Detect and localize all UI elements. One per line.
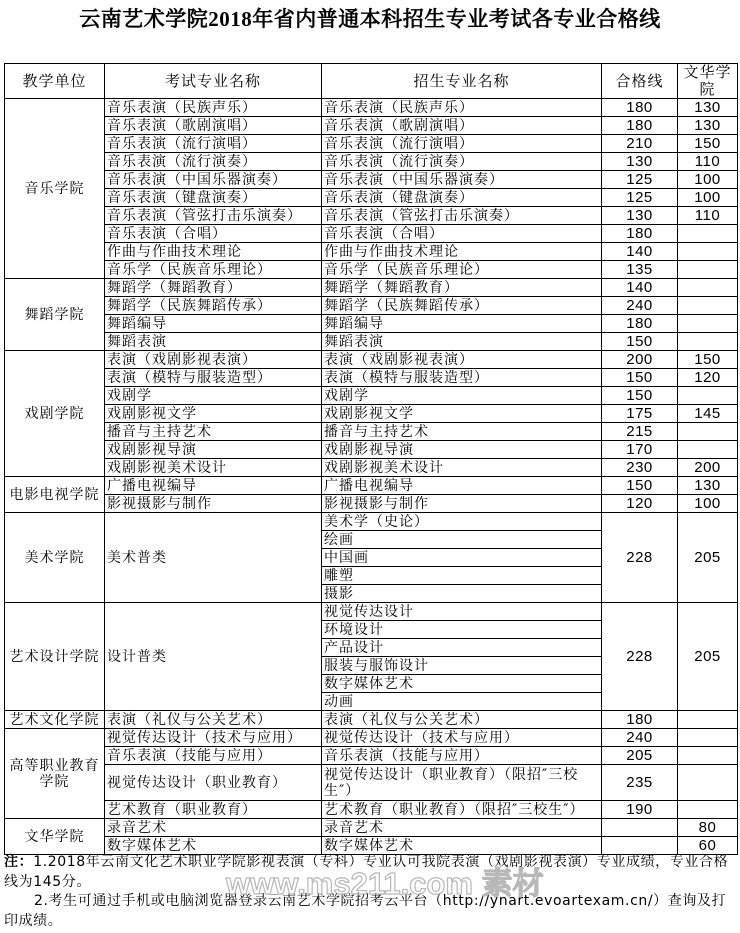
passing-score-cell: 240 xyxy=(602,729,678,747)
unit-cell: 音乐学院 xyxy=(5,99,105,279)
exam-major-cell: 音乐学（民族音乐理论） xyxy=(105,261,322,279)
exam-major-cell: 舞蹈学（民族舞蹈传承） xyxy=(105,297,322,315)
wenhua-score-cell: 130 xyxy=(678,99,738,117)
wenhua-score-cell xyxy=(678,243,738,261)
enroll-major-cell: 产品设计 xyxy=(322,639,602,657)
wenhua-score-cell: 80 xyxy=(678,819,738,837)
exam-major-cell: 戏剧影视导演 xyxy=(105,441,322,459)
exam-major-cell: 舞蹈编导 xyxy=(105,315,322,333)
exam-major-cell: 表演（戏剧影视表演） xyxy=(105,351,322,369)
enroll-major-cell: 视觉传达设计 xyxy=(322,603,602,621)
enroll-major-cell: 音乐表演（合唱） xyxy=(322,225,602,243)
passing-score-cell: 120 xyxy=(602,495,678,513)
enroll-major-cell: 视觉传达设计（职业教育）（限招″三校生″） xyxy=(322,765,602,801)
table-row xyxy=(5,729,738,747)
wenhua-score-cell: 100 xyxy=(678,171,738,189)
table-row xyxy=(5,513,738,531)
passing-score-cell: 180 xyxy=(602,99,678,117)
exam-major-cell: 舞蹈表演 xyxy=(105,333,322,351)
header-wenhua-score: 文华学院 xyxy=(678,64,738,99)
exam-major-cell: 音乐表演（键盘演奏） xyxy=(105,189,322,207)
exam-major-cell: 戏剧影视美术设计 xyxy=(105,459,322,477)
page-title: 云南艺术学院2018年省内普通本科招生专业考试各专业合格线 xyxy=(79,7,661,31)
wenhua-score-cell xyxy=(678,801,738,819)
table-row xyxy=(5,477,738,495)
table-row xyxy=(5,801,738,819)
enroll-major-cell: 戏剧学 xyxy=(322,387,602,405)
wenhua-score-cell: 205 xyxy=(678,603,738,711)
enroll-major-cell: 动画 xyxy=(322,693,602,711)
table-row xyxy=(5,351,738,369)
enroll-major-cell: 音乐表演（管弦打击乐演奏） xyxy=(322,207,602,225)
passing-score-cell: 205 xyxy=(602,747,678,765)
header-unit: 教学单位 xyxy=(5,64,105,99)
unit-cell: 艺术文化学院 xyxy=(5,711,105,729)
note-item xyxy=(4,892,739,931)
enroll-major-cell: 音乐表演（流行演唱） xyxy=(322,135,602,153)
passing-score-cell: 170 xyxy=(602,441,678,459)
header-enroll-major: 招生专业名称 xyxy=(322,64,602,99)
wenhua-score-cell xyxy=(678,315,738,333)
table-row xyxy=(5,243,738,261)
passing-score-cell: 140 xyxy=(602,279,678,297)
wenhua-score-cell: 120 xyxy=(678,369,738,387)
enroll-major-cell: 雕塑 xyxy=(322,567,602,585)
passing-score-cell: 130 xyxy=(602,153,678,171)
passing-score-cell: 150 xyxy=(602,477,678,495)
wenhua-score-cell: 205 xyxy=(678,513,738,603)
wenhua-score-cell: 130 xyxy=(678,477,738,495)
exam-major-cell: 表演（模特与服装造型） xyxy=(105,369,322,387)
passing-score-cell: 130 xyxy=(602,207,678,225)
exam-major-cell: 戏剧学 xyxy=(105,387,322,405)
enroll-major-cell: 表演（戏剧影视表演） xyxy=(322,351,602,369)
exam-major-cell: 音乐表演（民族声乐） xyxy=(105,99,322,117)
wenhua-score-cell xyxy=(678,729,738,747)
note-text: 1.2018年云南文化艺术职业学院影视表演（专科）专业认可我院表演（戏剧影视表演）专业成绩，专业合格线为145分。 xyxy=(4,854,729,890)
exam-major-cell: 音乐表演（合唱） xyxy=(105,225,322,243)
passing-score-cell: 180 xyxy=(602,225,678,243)
exam-major-cell: 舞蹈学（舞蹈教育） xyxy=(105,279,322,297)
passing-score-cell: 125 xyxy=(602,189,678,207)
exam-major-cell: 音乐表演（流行演奏） xyxy=(105,153,322,171)
passing-score-cell: 150 xyxy=(602,369,678,387)
passing-score-cell: 180 xyxy=(602,117,678,135)
table-row xyxy=(5,189,738,207)
unit-cell: 高等职业教育学院 xyxy=(5,729,105,819)
exam-major-cell: 录音艺术 xyxy=(105,819,322,837)
table-row xyxy=(5,315,738,333)
table-row xyxy=(5,135,738,153)
wenhua-score-cell: 100 xyxy=(678,495,738,513)
exam-major-cell: 视觉传达设计（职业教育） xyxy=(105,765,322,801)
exam-major-cell: 广播电视编导 xyxy=(105,477,322,495)
passing-score-cell: 135 xyxy=(602,261,678,279)
score-table xyxy=(4,63,738,855)
table-row xyxy=(5,819,738,837)
exam-major-cell: 视觉传达设计（技术与应用） xyxy=(105,729,322,747)
passing-score-cell xyxy=(602,819,678,837)
unit-cell: 电影电视学院 xyxy=(5,477,105,513)
exam-major-cell: 艺术教育（职业教育） xyxy=(105,801,322,819)
enroll-major-cell: 广播电视编导 xyxy=(322,477,602,495)
table-row xyxy=(5,297,738,315)
table-row xyxy=(5,387,738,405)
header-passing-score: 合格线 xyxy=(602,64,678,99)
exam-major-cell: 音乐表演（管弦打击乐演奏） xyxy=(105,207,322,225)
unit-cell: 美术学院 xyxy=(5,513,105,603)
table-row xyxy=(5,333,738,351)
table-header xyxy=(5,64,738,99)
enroll-major-cell: 环境设计 xyxy=(322,621,602,639)
exam-major-cell: 音乐表演（歌剧演唱） xyxy=(105,117,322,135)
unit-cell: 戏剧学院 xyxy=(5,351,105,477)
table-row xyxy=(5,423,738,441)
watermark: www.ms211.com 素材 xyxy=(226,866,544,901)
exam-major-cell: 影视摄影与制作 xyxy=(105,495,322,513)
wenhua-score-cell: 60 xyxy=(678,837,738,855)
passing-score-cell: 210 xyxy=(602,135,678,153)
passing-score-cell: 228 xyxy=(602,603,678,711)
enroll-major-cell: 数字媒体艺术 xyxy=(322,675,602,693)
wenhua-score-cell xyxy=(678,765,738,801)
table-row xyxy=(5,369,738,387)
wenhua-score-cell xyxy=(678,423,738,441)
table-row xyxy=(5,405,738,423)
wenhua-score-cell: 100 xyxy=(678,189,738,207)
enroll-major-cell: 录音艺术 xyxy=(322,819,602,837)
table-row xyxy=(5,495,738,513)
exam-major-cell: 音乐表演（技能与应用） xyxy=(105,747,322,765)
passing-score-cell xyxy=(602,837,678,855)
wenhua-score-cell xyxy=(678,387,738,405)
enroll-major-cell: 数字媒体艺术 xyxy=(322,837,602,855)
exam-major-cell: 数字媒体艺术 xyxy=(105,837,322,855)
enroll-major-cell: 戏剧影视美术设计 xyxy=(322,459,602,477)
exam-major-cell: 戏剧影视文学 xyxy=(105,405,322,423)
enroll-major-cell: 中国画 xyxy=(322,549,602,567)
table-row xyxy=(5,711,738,729)
wenhua-score-cell xyxy=(678,441,738,459)
table-row xyxy=(5,261,738,279)
wenhua-score-cell xyxy=(678,279,738,297)
enroll-major-cell: 视觉传达设计（技术与应用） xyxy=(322,729,602,747)
enroll-major-cell: 戏剧影视文学 xyxy=(322,405,602,423)
enroll-major-cell: 舞蹈学（民族舞蹈传承） xyxy=(322,297,602,315)
table-row xyxy=(5,225,738,243)
table-row xyxy=(5,459,738,477)
unit-cell: 舞蹈学院 xyxy=(5,279,105,351)
exam-major-cell: 表演（礼仪与公关艺术） xyxy=(105,711,322,729)
unit-cell: 文华学院 xyxy=(5,819,105,855)
wenhua-score-cell: 145 xyxy=(678,405,738,423)
wenhua-score-cell: 130 xyxy=(678,117,738,135)
passing-score-cell: 180 xyxy=(602,711,678,729)
table-row xyxy=(5,99,738,117)
table-row xyxy=(5,441,738,459)
notes xyxy=(4,853,739,931)
exam-major-cell: 作曲与作曲技术理论 xyxy=(105,243,322,261)
wenhua-score-cell xyxy=(678,261,738,279)
exam-major-cell: 播音与主持艺术 xyxy=(105,423,322,441)
passing-score-cell: 200 xyxy=(602,351,678,369)
passing-score-cell: 190 xyxy=(602,801,678,819)
enroll-major-cell: 音乐表演（歌剧演唱） xyxy=(322,117,602,135)
wenhua-score-cell xyxy=(678,297,738,315)
enroll-major-cell: 舞蹈学（舞蹈教育） xyxy=(322,279,602,297)
enroll-major-cell: 音乐表演（键盘演奏） xyxy=(322,189,602,207)
passing-score-cell: 215 xyxy=(602,423,678,441)
enroll-major-cell: 绘画 xyxy=(322,531,602,549)
exam-major-cell: 设计普类 xyxy=(105,603,322,711)
enroll-major-cell: 音乐表演（技能与应用） xyxy=(322,747,602,765)
enroll-major-cell: 舞蹈表演 xyxy=(322,333,602,351)
enroll-major-cell: 戏剧影视导演 xyxy=(322,441,602,459)
enroll-major-cell: 摄影 xyxy=(322,585,602,603)
unit-cell: 艺术设计学院 xyxy=(5,603,105,711)
enroll-major-cell: 艺术教育（职业教育）（限招″三校生″） xyxy=(322,801,602,819)
enroll-major-cell: 表演（礼仪与公关艺术） xyxy=(322,711,602,729)
passing-score-cell: 175 xyxy=(602,405,678,423)
enroll-major-cell: 美术学（史论） xyxy=(322,513,602,531)
enroll-major-cell: 服装与服饰设计 xyxy=(322,657,602,675)
passing-score-cell: 228 xyxy=(602,513,678,603)
wenhua-score-cell: 110 xyxy=(678,153,738,171)
passing-score-cell: 150 xyxy=(602,387,678,405)
passing-score-cell: 240 xyxy=(602,297,678,315)
passing-score-cell: 230 xyxy=(602,459,678,477)
wenhua-score-cell: 200 xyxy=(678,459,738,477)
passing-score-cell: 125 xyxy=(602,171,678,189)
enroll-major-cell: 影视摄影与制作 xyxy=(322,495,602,513)
enroll-major-cell: 音乐表演（中国乐器演奏） xyxy=(322,171,602,189)
header-exam-major: 考试专业名称 xyxy=(105,64,322,99)
table-row xyxy=(5,603,738,621)
note-text: 2.考生可通过手机或电脑浏览器登录云南艺术学院招考云平台（http://ynart.evoartexam.cn/）查询及打印成绩。 xyxy=(4,893,727,929)
wenhua-score-cell: 150 xyxy=(678,135,738,153)
exam-major-cell: 音乐表演（中国乐器演奏） xyxy=(105,171,322,189)
enroll-major-cell: 作曲与作曲技术理论 xyxy=(322,243,602,261)
enroll-major-cell: 音乐表演（流行演奏） xyxy=(322,153,602,171)
enroll-major-cell: 舞蹈编导 xyxy=(322,315,602,333)
wenhua-score-cell xyxy=(678,747,738,765)
enroll-major-cell: 音乐学（民族音乐理论） xyxy=(322,261,602,279)
enroll-major-cell: 播音与主持艺术 xyxy=(322,423,602,441)
table-row xyxy=(5,153,738,171)
enroll-major-cell: 表演（模特与服装造型） xyxy=(322,369,602,387)
exam-major-cell: 音乐表演（流行演唱） xyxy=(105,135,322,153)
table-row xyxy=(5,765,738,801)
wenhua-score-cell xyxy=(678,225,738,243)
table-row xyxy=(5,837,738,855)
table-row xyxy=(5,117,738,135)
table-row xyxy=(5,279,738,297)
passing-score-cell: 180 xyxy=(602,315,678,333)
header-row xyxy=(5,64,738,99)
table-body xyxy=(5,99,738,855)
wenhua-score-cell xyxy=(678,333,738,351)
wenhua-score-cell: 110 xyxy=(678,207,738,225)
wenhua-score-cell: 150 xyxy=(678,351,738,369)
note-item xyxy=(4,853,739,892)
note-prefix: 注： xyxy=(4,854,34,870)
wenhua-score-cell xyxy=(678,711,738,729)
exam-major-cell: 美术普类 xyxy=(105,513,322,603)
enroll-major-cell: 音乐表演（民族声乐） xyxy=(322,99,602,117)
passing-score-cell: 235 xyxy=(602,765,678,801)
passing-score-cell: 140 xyxy=(602,243,678,261)
passing-score-cell: 150 xyxy=(602,333,678,351)
table-row xyxy=(5,171,738,189)
table-row xyxy=(5,747,738,765)
table-row xyxy=(5,207,738,225)
